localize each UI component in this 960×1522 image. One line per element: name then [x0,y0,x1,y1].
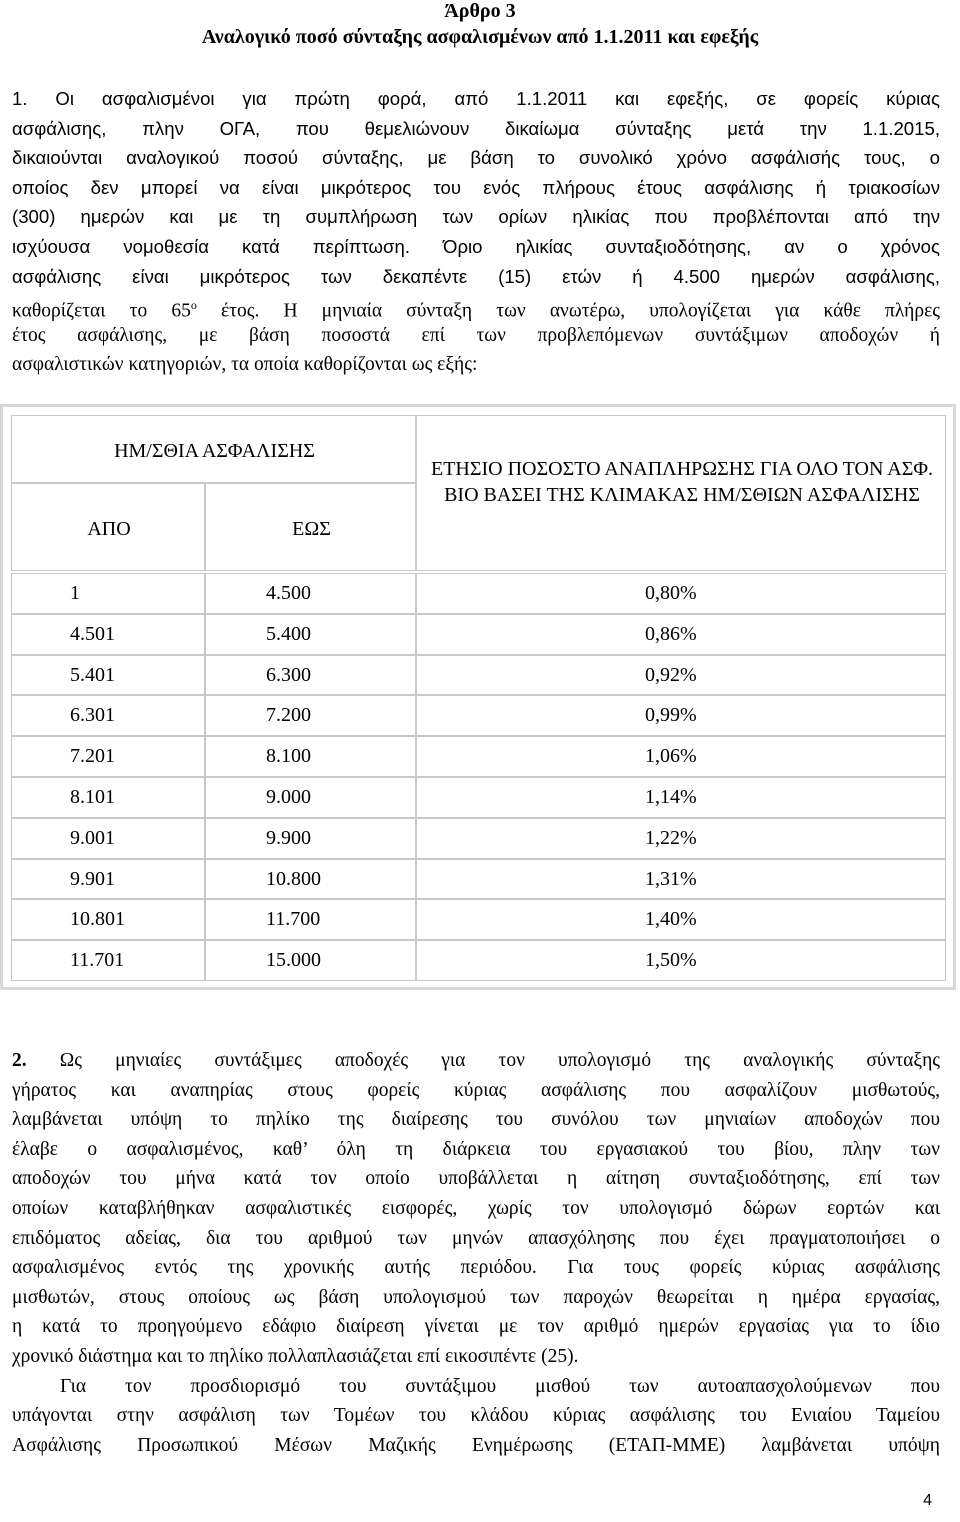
from-value: 9.001 [70,826,115,849]
rate-cell [416,695,946,736]
paragraph-1-line: ασφαλιστικών κατηγοριών, τα οποία καθορίζονται ως εξής: [12,354,478,376]
to-value: 4.500 [266,582,311,604]
rate-cell [416,736,946,777]
to-cell [205,695,416,736]
table-row [11,736,946,777]
paragraph-2-line: έλαβε ο ασφαλισμένος, καθ’ όλη τη διάρκεια του εργασιακού του βίου, πλην των [12,1138,940,1160]
from-cell [11,614,205,655]
from-value: 4.501 [70,622,115,645]
rate-value: 0,80% [645,582,697,604]
rate-value: 0,92% [645,663,697,686]
rate-value: 0,99% [645,704,697,727]
from-cell [11,777,205,818]
to-value: 7.200 [266,704,311,727]
to-cell [205,940,416,981]
header-rate-cell [416,415,946,571]
rates-table [0,404,956,990]
header-from-label: ΑΠΟ [87,518,131,540]
page-number: 4 [923,1492,932,1509]
to-value: 11.700 [266,908,321,931]
header-to-cell [205,483,416,571]
from-value: 5.401 [70,663,115,686]
to-value: 10.800 [266,867,321,890]
rate-cell [416,655,946,696]
from-cell [11,573,205,614]
paragraph-2 [12,1046,940,1460]
from-value: 7.201 [70,745,115,768]
rate-value: 1,50% [645,949,697,972]
rate-cell [416,818,946,859]
from-cell [11,655,205,696]
rate-value: 1,31% [645,867,697,890]
table-row [11,614,946,655]
rate-cell [416,859,946,900]
paragraph-2-line: γήρατος και αναπηρίας στους φορείς κύριας ασφάλισης που ασφαλίζουν μισθωτούς, [12,1079,940,1101]
to-cell [205,818,416,859]
article-title: Άρθρο 3 [444,0,516,22]
to-cell [205,899,416,940]
rates-table-grid [11,415,946,981]
header-to-label: ΕΩΣ [292,518,331,540]
from-value: 6.301 [70,704,115,727]
rate-value: 1,40% [645,908,697,931]
paragraph-2-first-line: Ως μηνιαίες συντάξιμες αποδοχές για τον υπολογισμό της αναλογικής σύνταξης [26,1050,940,1071]
table-row [11,655,946,696]
line8-after: έτος. Η μηνιαία σύνταξη των ανωτέρω, υπολογίζεται για κάθε πλήρες [196,300,940,322]
paragraph-2-line [12,1046,940,1076]
table-body [11,573,946,981]
paragraph-3-line: Ασφάλισης Προσωπικού Μέσων Μαζικής Ενημέρωσης (ΕΤΑΠ-ΜΜΕ) λαμβάνεται υπόψη [12,1434,940,1456]
rate-value: 1,06% [645,745,697,768]
table-row [11,777,946,818]
to-value: 8.100 [266,745,311,768]
to-cell [205,655,416,696]
to-value: 9.000 [266,786,311,808]
rate-value: 0,86% [645,622,697,645]
to-value: 6.300 [266,663,311,686]
rate-cell [416,777,946,818]
to-cell [205,777,416,818]
rate-cell [416,940,946,981]
from-cell [11,940,205,981]
paragraph-1-line [12,291,940,321]
header-rate-label: ΕΤΗΣΙΟ ΠΟΣΟΣΤΟ ΑΝΑΠΛΗΡΩΣΗΣ ΓΙΑ ΟΛΟ ΤΟΝ ΑΣΦ. ΒΙΟ ΒΑΣΕΙ ΤΗΣ ΚΛΙΜΑΚΑΣ ΗΜ/ΣΘΙΩΝ ΑΣΦΑΛΙΣΗΣ [430,458,933,506]
paragraph-3-line [12,1372,940,1402]
to-value: 5.400 [266,622,311,645]
article-subtitle: Αναλογικό ποσό σύνταξης ασφαλισμένων από 1.1.2011 και εφεξής [201,26,759,48]
paragraph-1-line: ασφάλισης, πλην ΟΓΑ, που θεμελιώνουν δικαίωμα σύνταξης μετά την 1.1.2015, [12,117,940,139]
table-row [11,573,946,614]
table-row [11,899,946,940]
to-value: 15.000 [266,949,321,972]
paragraph-2-line: αποδοχών του μήνα κατά τον οποίο υποβάλλεται η αίτηση συνταξιοδότησης, επί των [12,1168,940,1190]
paragraph-1-line: οποίος δεν μπορεί να είναι μικρότερος του ενός πλήρους έτους ασφάλισης ή τριακοσίων [12,176,940,198]
paragraph-1-line: ισχύουσα νομοθεσία κατά περίπτωση. Όριο ηλικίας συνταξιοδότησης, αν ο χρόνος [12,235,940,257]
table-row [11,818,946,859]
rate-value: 1,22% [645,826,697,849]
paragraph-1-line: δικαιούνται αναλογικού ποσού σύνταξης, με βάση το συνολικό χρόνο ασφάλισής τους, ο [12,147,940,169]
from-cell [11,736,205,777]
to-cell [205,859,416,900]
from-cell [11,818,205,859]
from-cell [11,899,205,940]
paragraph-2-line: λαμβάνεται υπόψη το πηλίκο της διαίρεσης του συνόλου των μηνιαίων αποδοχών που [12,1109,940,1131]
paragraph-1 [12,84,940,380]
from-value: 11.701 [70,949,125,972]
line8-before: καθορίζεται το 65 [12,300,191,322]
paragraph-2-line: μισθωτών, στους οποίους ως βάση υπολογισμού των παροχών θεωρείται η ημέρα εργασίας, [12,1286,940,1308]
from-cell [11,695,205,736]
table-row [11,695,946,736]
from-value: 9.901 [70,867,115,890]
header-group-cell [11,415,416,483]
from-cell [11,859,205,900]
from-value: 8.101 [70,786,115,808]
rate-cell [416,573,946,614]
to-cell [205,614,416,655]
to-value: 9.900 [266,826,311,849]
paragraph-2-number: 2. [12,1050,27,1071]
from-value: 1 [70,582,80,604]
paragraph-2-line: επιδόματος αδείας, δια του αριθμού των μηνών απασχόλησης που έχει πραγματοποιήσει ο [12,1227,940,1249]
paragraph-1-line: ασφάλισης είναι μικρότερος των δεκαπέντε (15) ετών ή 4.500 ημερών ασφάλισης, [12,265,940,287]
ordinal-superscript: ο [190,298,197,313]
paragraph-2-line: ασφαλισμένος εντός της χρονικής αυτής περιόδου. Για τους φορείς κύριας ασφάλισης [12,1257,940,1279]
to-cell [205,573,416,614]
rate-cell [416,614,946,655]
paragraph-2-line: οποίων καταβλήθηκαν ασφαλιστικές εισφορές, χωρίς τον υπολογισμό δώρων εορτών και [12,1197,940,1219]
paragraph-3-first-line: Για τον προσδιορισμό του συντάξιμου μισθού των αυτοαπασχολούμενων που [60,1375,940,1397]
paragraph-2-line: η κατά το προηγούμενο εδάφιο διαίρεση γίνεται με τον αριθμό ημερών εργασίας για το ίδιο [12,1316,940,1338]
paragraph-2-line: χρονικό διάστημα και το πηλίκο πολλαπλασιάζεται επί εικοσιπέντε (25). [12,1345,579,1367]
from-value: 10.801 [70,908,125,931]
paragraph-3-line: υπάγονται στην ασφάλιση των Τομέων του κλάδου κύριας ασφάλισης του Ενιαίου Ταμείου [12,1405,940,1427]
header-group-label: ΗΜ/ΣΘΙΑ ΑΣΦΑΛΙΣΗΣ [114,440,315,462]
rate-cell [416,899,946,940]
table-row [11,859,946,900]
paragraph-1-line: 1. Οι ασφαλισμένοι για πρώτη φορά, από 1.1.2011 και εφεξής, σε φορείς κύριας [12,88,940,109]
table-row [11,940,946,981]
header-from-cell [11,483,205,571]
rate-value: 1,14% [645,786,697,808]
to-cell [205,736,416,777]
paragraph-1-line: έτος ασφάλισης, με βάση ποσοστά επί των προβλεπόμενων συντάξιμων αποδοχών ή [12,324,940,346]
paragraph-1-line: (300) ημερών και με τη συμπλήρωση των ορίων ηλικίας που προβλέπονται από την [12,206,940,228]
